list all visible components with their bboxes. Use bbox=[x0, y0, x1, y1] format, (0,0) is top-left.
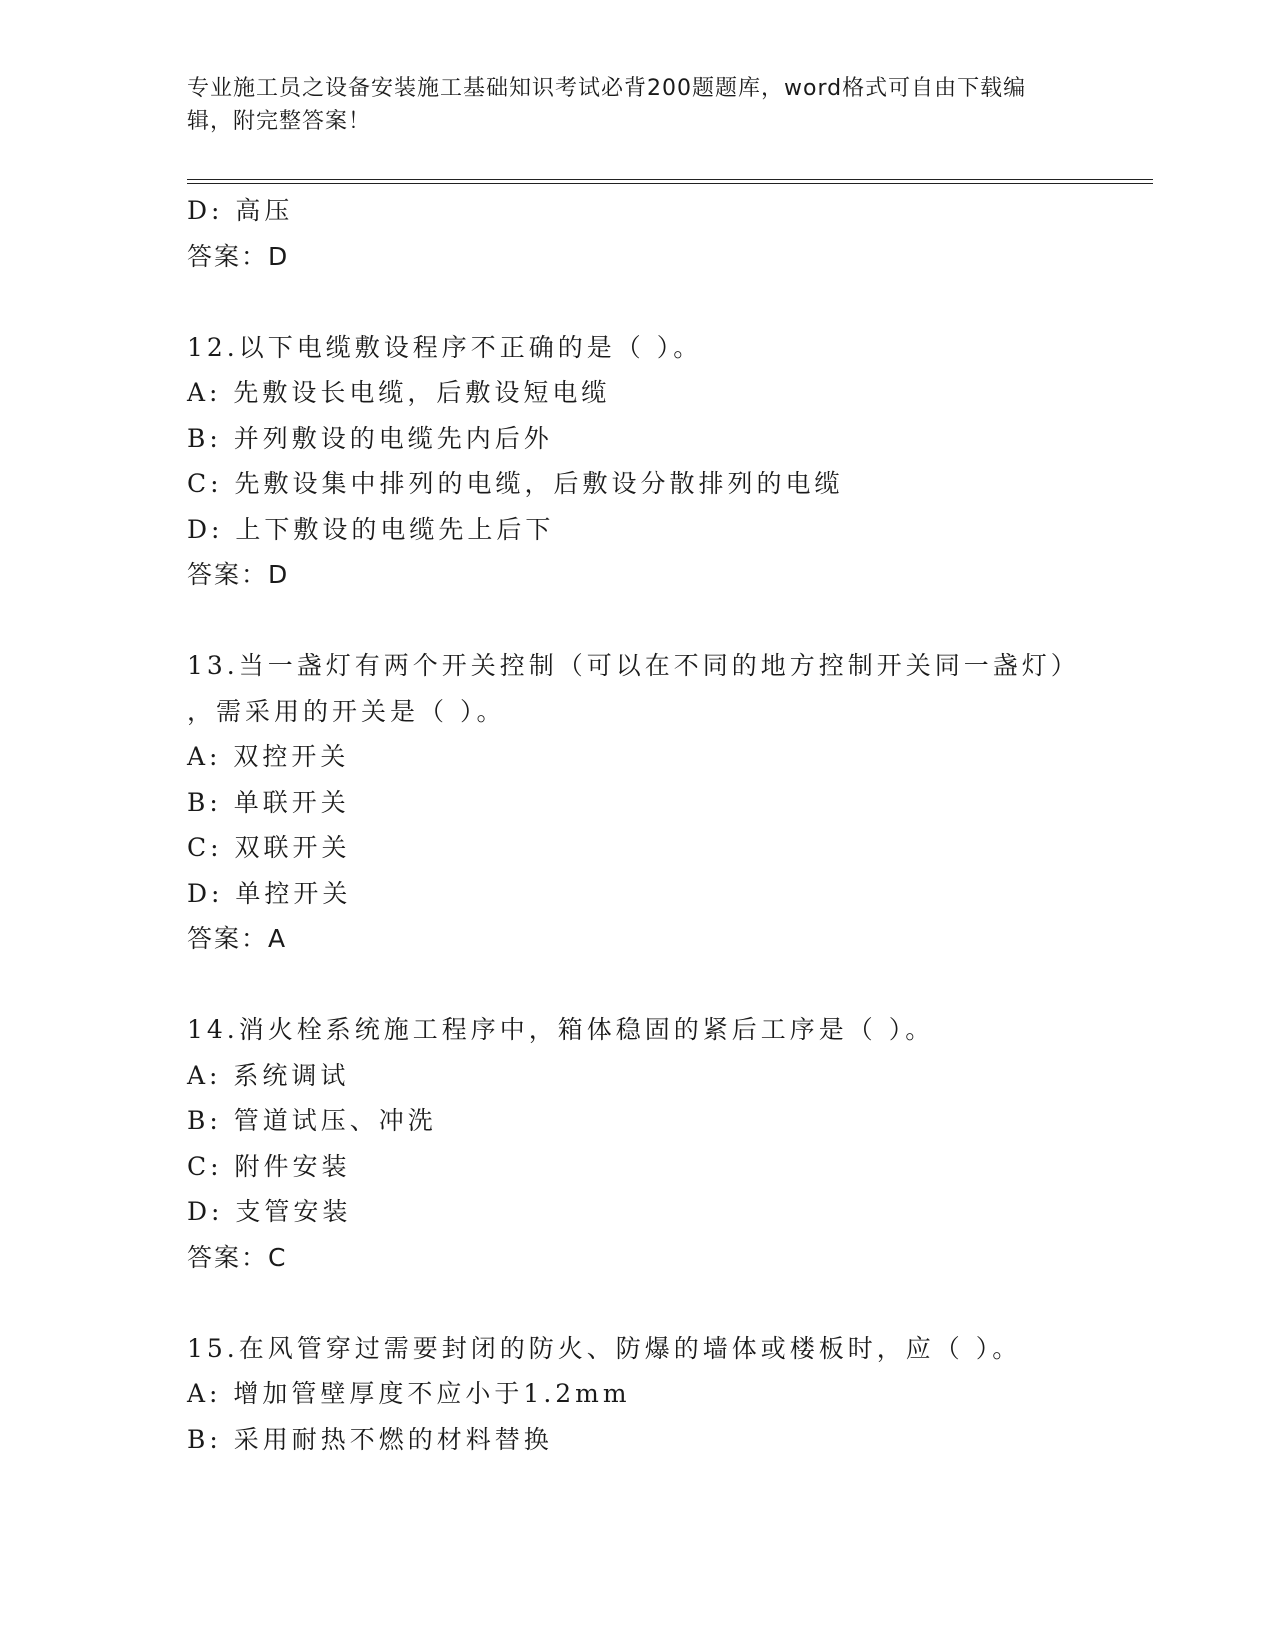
question-14 bbox=[187, 1007, 1153, 1280]
option-b: B: 并列敷设的电缆先内后外 bbox=[187, 423, 553, 453]
option-c: C: 先敷设集中排列的电缆，后敷设分散排列的电缆 bbox=[187, 469, 844, 498]
option-a: A: 增加管壁厚度不应小于1.2mm bbox=[187, 1379, 631, 1408]
header-divider-bottom bbox=[187, 183, 1153, 184]
document-title: 专业施工员之设备安装施工基础知识考试必背200题题库，word格式可自由下载编辑，附完整答案！ bbox=[187, 76, 1027, 134]
question-12 bbox=[187, 325, 1153, 598]
answer-line: 答案：D bbox=[187, 560, 290, 589]
question-stem: 12.以下电缆敷设程序不正确的是（ ）。 bbox=[187, 332, 703, 362]
option-d: D: 单控开关 bbox=[187, 878, 352, 908]
option-a: A: 先敷设长电缆，后敷设短电缆 bbox=[187, 378, 611, 407]
option-d: D: 上下敷设的电缆先上后下 bbox=[187, 514, 555, 544]
option-d: D: 高压 bbox=[187, 196, 294, 225]
option-b: B: 采用耐热不燃的材料替换 bbox=[187, 1424, 553, 1454]
question-15 bbox=[187, 1326, 1153, 1463]
option-c: C: 双联开关 bbox=[187, 833, 351, 862]
answer-line: 答案：D bbox=[187, 241, 290, 271]
option-c: C: 附件安装 bbox=[187, 1151, 351, 1181]
option-d: D: 支管安装 bbox=[187, 1197, 352, 1226]
option-a: A: 系统调试 bbox=[187, 1060, 350, 1090]
question-content bbox=[187, 188, 1153, 1462]
question-stem: 14.消火栓系统施工程序中，箱体稳固的紧后工序是（ ）。 bbox=[187, 1015, 935, 1044]
question-stem-continued: ，需采用的开关是（ ）。 bbox=[187, 696, 506, 726]
option-b: B: 管道试压、冲洗 bbox=[187, 1106, 437, 1135]
header-divider-top bbox=[187, 179, 1153, 180]
answer-line: 答案：C bbox=[187, 1242, 288, 1272]
question-stem: 13.当一盏灯有两个开关控制（可以在不同的地方控制开关同一盏灯） bbox=[187, 651, 1080, 680]
question-stem: 15.在风管穿过需要封闭的防火、防爆的墙体或楼板时，应（ ）。 bbox=[187, 1333, 1022, 1363]
document-header bbox=[187, 72, 1067, 138]
option-a: A: 双控开关 bbox=[187, 742, 350, 771]
answer-line: 答案：A bbox=[187, 924, 288, 953]
option-b: B: 单联开关 bbox=[187, 787, 350, 817]
question-13 bbox=[187, 643, 1153, 962]
